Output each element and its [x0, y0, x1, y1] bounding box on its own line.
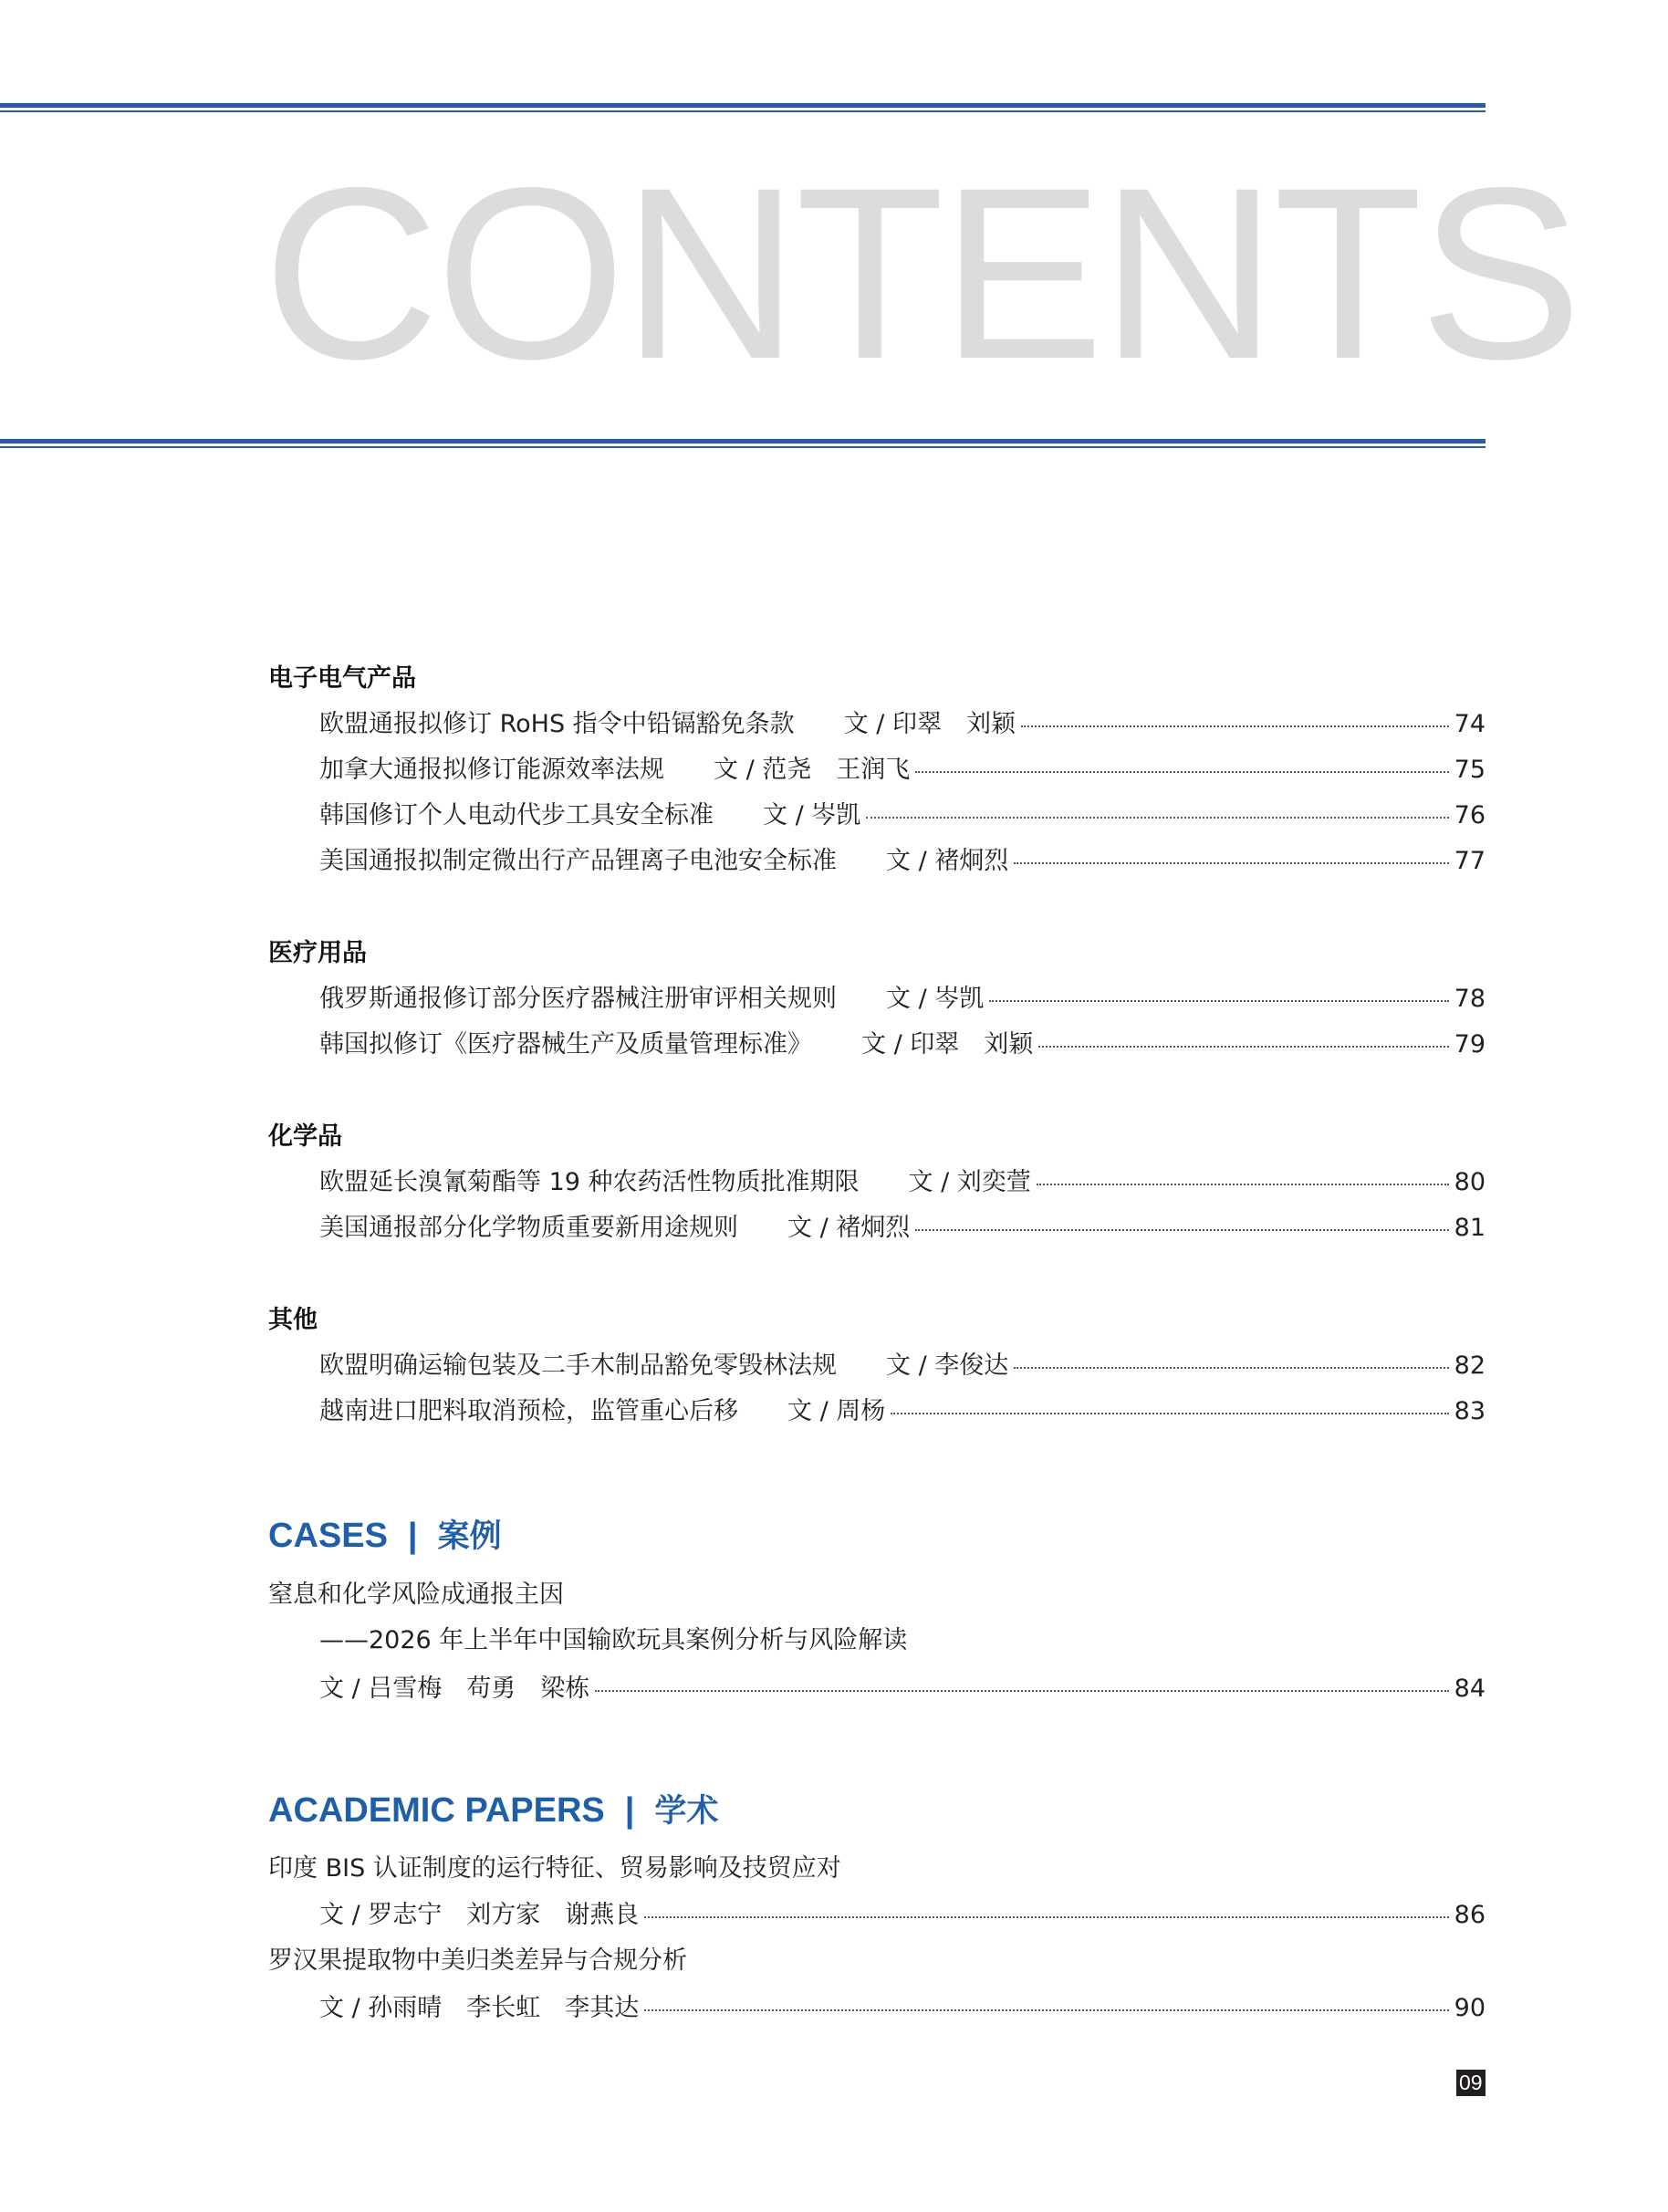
heading-separator: |	[624, 1791, 635, 1830]
entry-byline: 文 / 褚炯烈	[787, 1214, 911, 1242]
section-heading-other: 其他	[268, 1306, 318, 1334]
contents-title: CONTENTS	[263, 136, 1579, 410]
toc-entry[interactable]	[319, 1207, 1486, 1243]
dot-leader	[915, 769, 1448, 773]
dot-leader	[644, 2008, 1448, 2011]
academic-heading-zh: 学术	[654, 1793, 719, 1830]
entry-title: 越南进口肥料取消预检，监管重心后移	[319, 1397, 738, 1425]
section-heading-chemicals: 化学品	[268, 1122, 342, 1151]
toc-entry[interactable]	[319, 1894, 1486, 1930]
cases-heading-en: CASES	[268, 1517, 388, 1555]
toc-entry[interactable]	[319, 1668, 1486, 1704]
toc-entry[interactable]	[319, 704, 1486, 739]
top-double-rule	[0, 103, 1486, 112]
entry-byline: 文 / 印翠 刘颖	[861, 1030, 1034, 1059]
entry-title: 美国通报部分化学物质重要新用途规则	[319, 1214, 738, 1242]
academic-heading-en: ACADEMIC PAPERS	[268, 1791, 605, 1830]
dot-leader	[1014, 861, 1448, 864]
cases-heading-zh: 案例	[437, 1518, 502, 1555]
toc-entry[interactable]	[319, 1024, 1486, 1059]
dot-leader	[1021, 724, 1449, 727]
toc-entry[interactable]	[319, 795, 1486, 830]
entry-byline: 文 / 罗志宁 刘方家 谢燕良	[319, 1901, 640, 1929]
heading-separator: |	[407, 1517, 418, 1555]
toc-entry[interactable]	[319, 978, 1486, 1014]
entry-byline: 文 / 周杨	[787, 1397, 886, 1425]
toc-entry[interactable]	[319, 1162, 1486, 1197]
toc-entry[interactable]	[319, 840, 1486, 876]
dot-leader	[644, 1915, 1448, 1918]
entry-page: 86	[1454, 1901, 1486, 1929]
entry-title: 韩国拟修订《医疗器械生产及质量管理标准》	[319, 1030, 812, 1059]
toc-entry[interactable]	[319, 1345, 1486, 1381]
entry-page: 76	[1454, 801, 1486, 830]
case-title[interactable]: 窒息和化学风险成通报主因	[268, 1581, 564, 1609]
dot-leader	[1014, 1365, 1448, 1369]
entry-byline: 文 / 孙雨晴 李长虹 李其达	[319, 1994, 640, 2022]
entry-page: 75	[1454, 756, 1486, 784]
toc-entry[interactable]	[319, 1391, 1486, 1426]
entry-byline: 文 / 印翠 刘颖	[843, 710, 1016, 738]
entry-byline: 文 / 吕雪梅 苟勇 梁栋	[319, 1675, 590, 1703]
dot-leader	[595, 1688, 1448, 1692]
entry-byline: 文 / 刘奕萱	[908, 1168, 1031, 1196]
dot-leader	[989, 998, 1448, 1002]
entry-page: 77	[1454, 847, 1486, 875]
entry-byline: 文 / 岑凯	[763, 801, 861, 830]
entry-page: 90	[1454, 1994, 1486, 2022]
entry-page: 74	[1454, 710, 1486, 738]
academic-heading	[268, 1786, 718, 1831]
dot-leader	[1037, 1182, 1449, 1185]
entry-title: 美国通报拟制定微出行产品锂离子电池安全标准	[319, 847, 837, 875]
entry-page: 84	[1454, 1675, 1486, 1703]
entry-byline: 文 / 岑凯	[886, 985, 985, 1013]
entry-page: 79	[1454, 1030, 1486, 1059]
entry-title: 欧盟明确运输包装及二手木制品豁免零毁林法规	[319, 1351, 837, 1380]
entry-page: 80	[1454, 1168, 1486, 1196]
bottom-double-rule	[0, 439, 1486, 448]
entry-title: 韩国修订个人电动代步工具安全标准	[319, 801, 714, 830]
section-heading-medical: 医疗用品	[268, 939, 367, 967]
cases-heading	[268, 1511, 502, 1557]
entry-title: 加拿大通报拟修订能源效率法规	[319, 756, 664, 784]
toc-entry[interactable]	[319, 1988, 1486, 2023]
entry-title: 欧盟通报拟修订 RoHS 指令中铅镉豁免条款	[319, 710, 795, 738]
entry-page: 78	[1454, 985, 1486, 1013]
section-heading-electrical: 电子电气产品	[268, 664, 416, 693]
entry-byline: 文 / 李俊达	[886, 1351, 1009, 1380]
dot-leader	[891, 1411, 1448, 1414]
entry-page: 82	[1454, 1351, 1486, 1380]
page-number-badge: 09	[1456, 2070, 1486, 2096]
dot-leader	[915, 1227, 1448, 1231]
dot-leader	[866, 815, 1448, 819]
entry-title: 欧盟延长溴氰菊酯等 19 种农药活性物质批准期限	[319, 1168, 860, 1196]
entry-byline: 文 / 范尧 王润飞	[714, 756, 911, 784]
entry-byline: 文 / 褚炯烈	[886, 847, 1009, 875]
paper-title[interactable]: 罗汉果提取物中美归类差异与合规分析	[268, 1946, 687, 1975]
toc-entry[interactable]	[319, 749, 1486, 785]
entry-page: 83	[1454, 1397, 1486, 1425]
dot-leader	[1038, 1044, 1448, 1048]
paper-title[interactable]: 印度 BIS 认证制度的运行特征、贸易影响及技贸应对	[268, 1854, 841, 1883]
entry-page: 81	[1454, 1214, 1486, 1242]
entry-title: 俄罗斯通报修订部分医疗器械注册审评相关规则	[319, 985, 837, 1013]
case-subtitle[interactable]: ——2026 年上半年中国输欧玩具案例分析与风险解读	[319, 1626, 908, 1654]
